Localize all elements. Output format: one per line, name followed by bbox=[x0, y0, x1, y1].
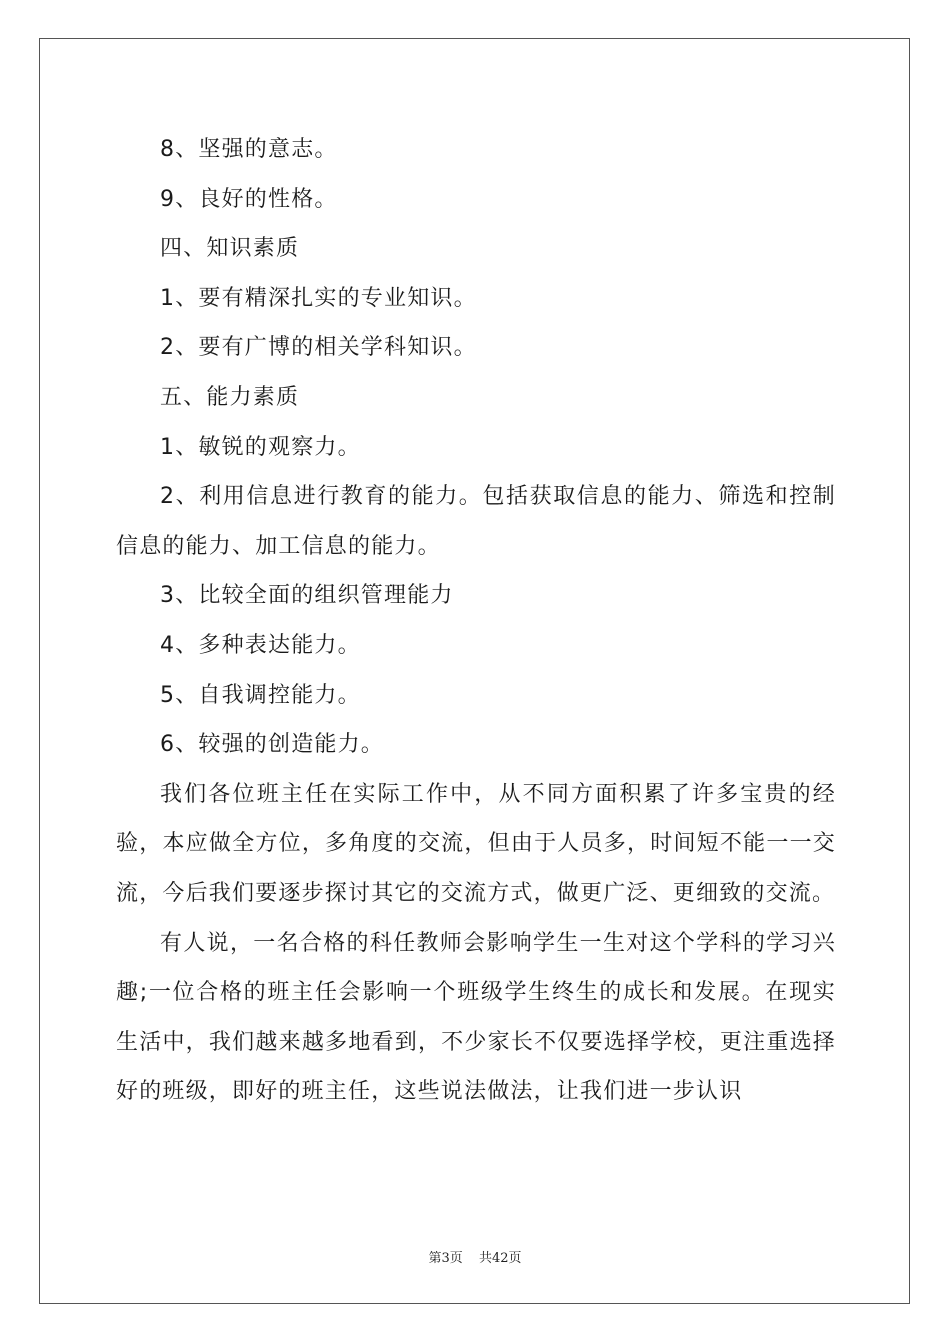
paragraph: 5、自我调控能力。 bbox=[160, 682, 361, 708]
paragraph: 3、比较全面的组织管理能力 bbox=[160, 583, 454, 609]
paragraph: 2、要有广博的相关学科知识。 bbox=[160, 335, 477, 361]
page-footer bbox=[0, 1247, 950, 1266]
document-body bbox=[116, 125, 836, 1117]
paragraph: 2、利用信息进行教育的能力。包括获取信息的能力、筛选和控制信息的能力、加工信息的能力。 bbox=[116, 484, 836, 559]
page-number: 第3页 bbox=[428, 1251, 463, 1266]
paragraph: 我们各位班主任在实际工作中，从不同方面积累了许多宝贵的经验，本应做全方位，多角度的交流，但由于人员多，时间短不能一一交流，今后我们要逐步探讨其它的交流方式，做更广泛、更细致的交流。 bbox=[116, 781, 836, 906]
total-pages: 共42页 bbox=[478, 1251, 522, 1266]
paragraph: 6、较强的创造能力。 bbox=[160, 732, 384, 758]
paragraph: 有人说，一名合格的科任教师会影响学生一生对这个学科的学习兴趣;一位合格的班主任会影响一个班级学生终生的成长和发展。在现实生活中，我们越来越多地看到，不少家长不仅要选择学校，更注重选择好的班级，即好的班主任，这些说法做法，让我们进一步认识 bbox=[116, 930, 836, 1105]
paragraph: 4、多种表达能力。 bbox=[160, 632, 361, 658]
section-heading: 五、能力素质 bbox=[160, 384, 300, 410]
paragraph: 9、良好的性格。 bbox=[160, 186, 338, 212]
paragraph: 1、要有精深扎实的专业知识。 bbox=[160, 285, 477, 311]
section-heading: 四、知识素质 bbox=[160, 236, 300, 262]
paragraph: 1、敏锐的观察力。 bbox=[160, 434, 361, 460]
paragraph: 8、坚强的意志。 bbox=[160, 137, 338, 162]
